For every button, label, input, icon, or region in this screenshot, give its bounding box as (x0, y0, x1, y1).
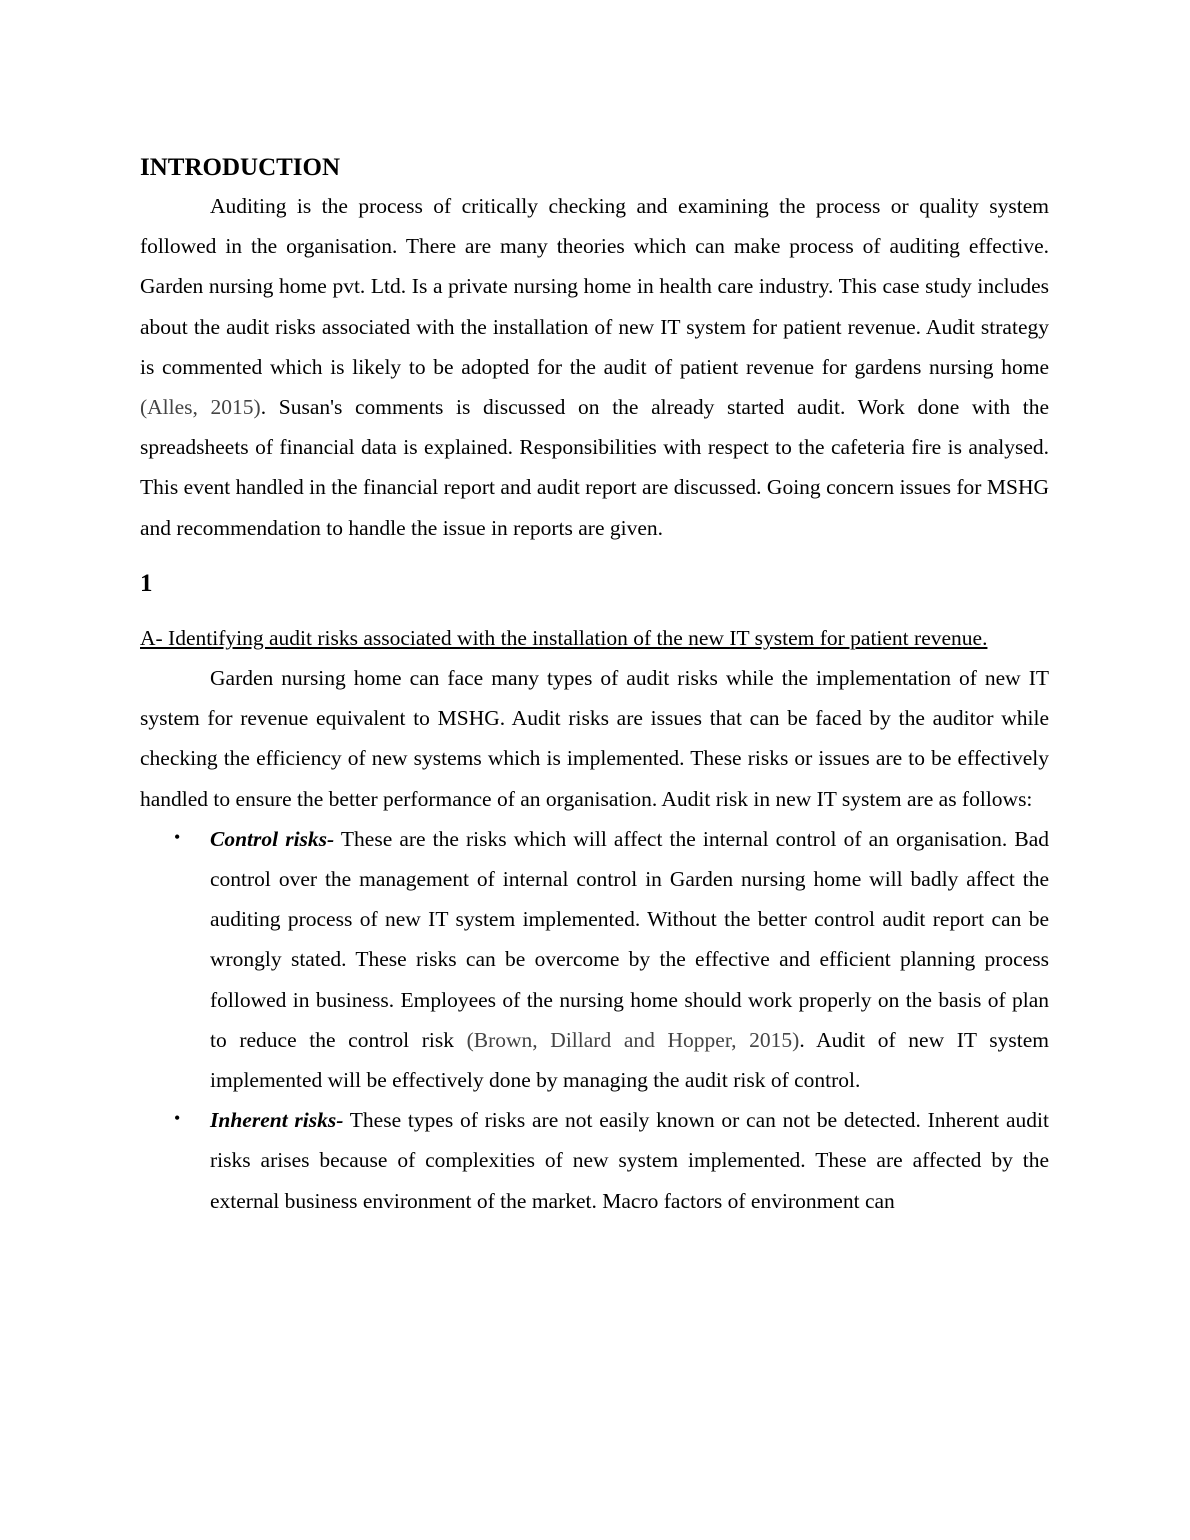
intro-text-2: . Susan's comments is discussed on the already started audit. Work done with the spreadsheets of financial data is explained. Responsibilities with respect to the cafeteria fire is analysed. This event handled in the financial report and audit report are discussed. Going concern issues for MSHG and recommendation to handle the issue in reports are given. (140, 395, 1050, 540)
risk-citation: (Brown, Dillard and Hopper, 2015) (466, 1027, 800, 1052)
intro-citation: (Alles, 2015) (140, 395, 261, 420)
risk-term-dash: - (336, 1108, 344, 1133)
intro-text-1: Auditing is the process of critically checking and examining the process or quality system followed in the organisation. There are many theories which can make process of auditing effective. Garden nursing home pvt. Ltd. Is a private nursing home in health care industry. This case study includes about the audit risks associated with the installation of new IT system for patient revenue. Audit strategy is commented which is likely to be adopted for the audit of patient revenue for gardens nursing home (140, 194, 1049, 379)
list-item (140, 1100, 1049, 1221)
risk-text-1: These are the risks which will affect the internal control of an organisation. Bad control over the management of internal control in Garden nursing home will badly affect the auditing process of new IT system implemented. Without the better control audit report can be wrongly stated. These risks can be overcome by the effective and efficient planning process followed in business. Employees of the nursing home should work properly on the basis of plan to reduce the control risk (210, 826, 1049, 1052)
risk-term: Control risks (210, 826, 328, 851)
intro-paragraph (140, 186, 1049, 548)
list-item (140, 819, 1049, 1100)
section-subheading: A- Identifying audit risks associated with the installation of the new IT system for patient revenue. (140, 625, 988, 650)
section-number: 1 (140, 569, 153, 597)
risk-list (140, 819, 1049, 1221)
page-content (140, 150, 1049, 1221)
page-title: INTRODUCTION (140, 154, 341, 181)
bullet-icon: • (174, 826, 181, 847)
risk-text-1: These types of risks are not easily known or can not be detected. Inherent audit risks arises because of complexities of new system implemented. These are affected by the external business environment of the market. Macro factors of environment can (210, 1108, 1050, 1213)
risk-text-2: . Audit of new IT system implemented will be effectively done by managing the audit risk of control. (210, 1027, 1050, 1093)
risk-intro-paragraph: Garden nursing home can face many types of audit risks while the implementation of new IT system for revenue equivalent to MSHG. Audit risks are issues that can be faced by the auditor while checking the efficiency of new systems which is implemented. These risks or issues are to be effectively handled to ensure the better performance of an organisation. Audit risk in new IT system are as follows: (140, 666, 1049, 811)
risk-term: Inherent risks (210, 1108, 337, 1133)
bullet-icon: • (174, 1108, 181, 1129)
risk-term-dash: - (327, 826, 335, 851)
